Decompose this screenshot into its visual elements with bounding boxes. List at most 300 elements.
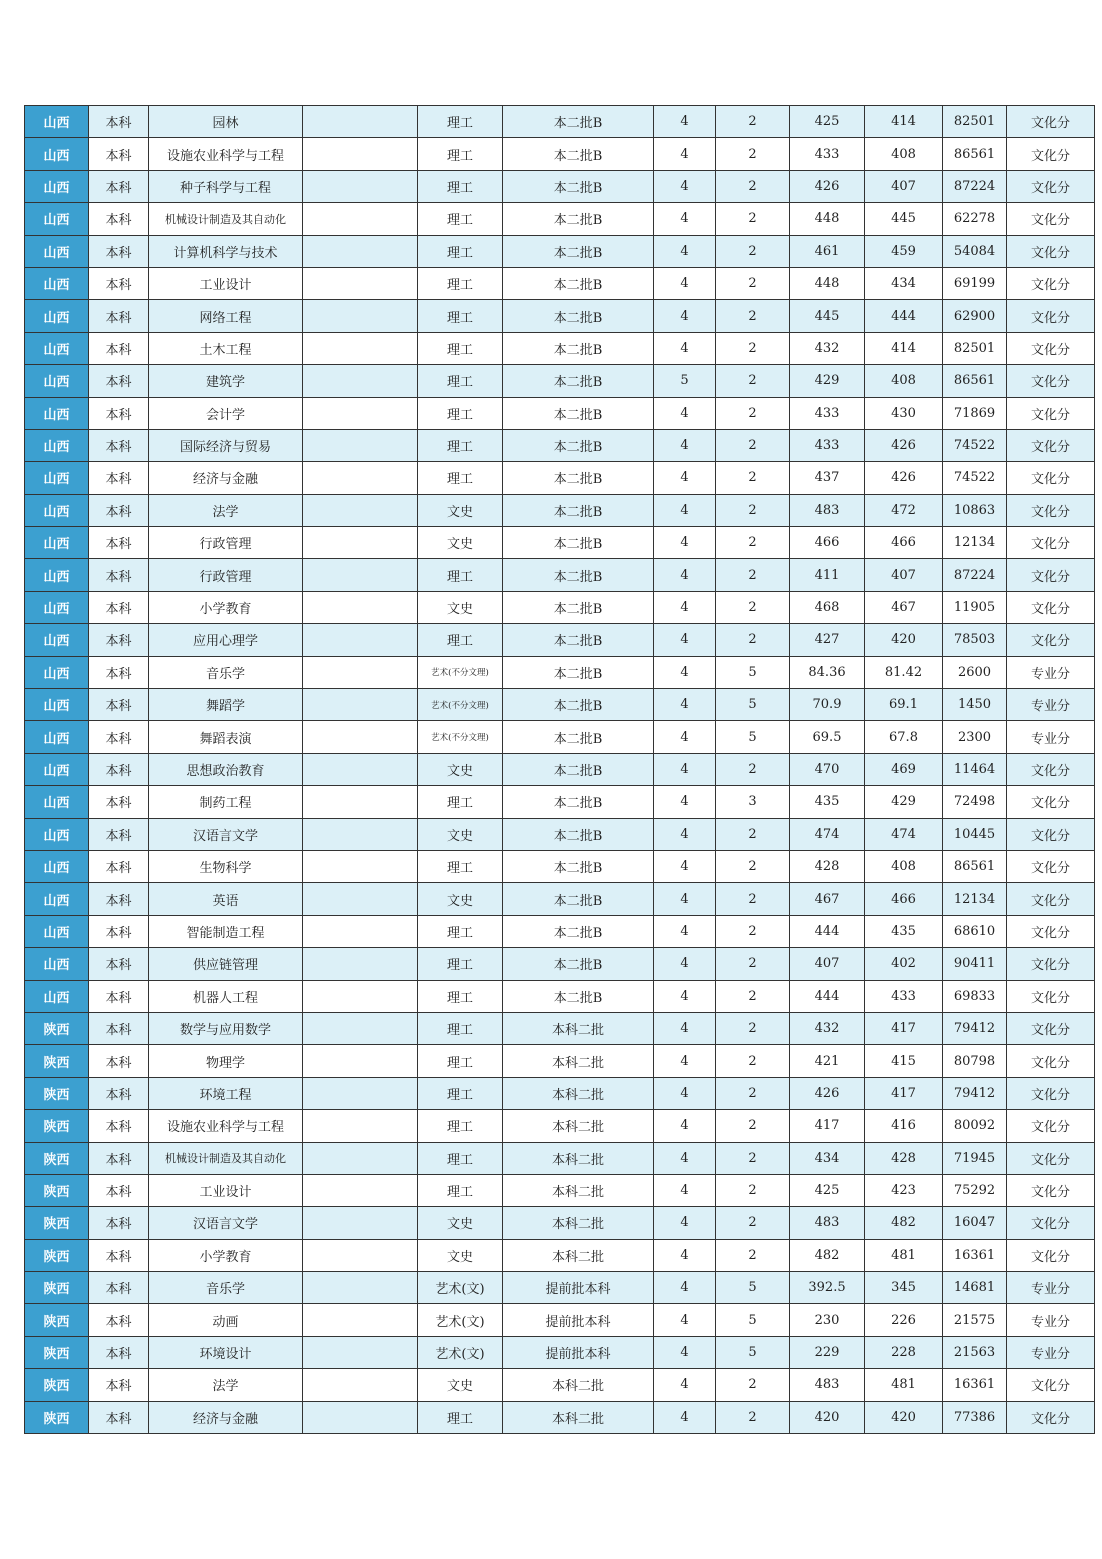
table-row <box>25 1239 1095 1271</box>
table-row <box>25 397 1095 429</box>
rank-cell: 77386 <box>943 1401 1007 1433</box>
duration-cell: 4 <box>654 818 716 850</box>
note-cell <box>303 332 418 364</box>
min-score-cell: 226 <box>865 1304 943 1336</box>
note-cell <box>303 1272 418 1304</box>
note-cell <box>303 1110 418 1142</box>
max-score-cell: 445 <box>790 300 865 332</box>
major-cell: 机械设计制造及其自动化 <box>149 203 303 235</box>
duration-cell: 4 <box>654 786 716 818</box>
table-row <box>25 138 1095 170</box>
category-cell: 理工 <box>418 786 503 818</box>
duration-cell: 4 <box>654 1174 716 1206</box>
table-row <box>25 429 1095 461</box>
min-score-cell: 444 <box>865 300 943 332</box>
duration-cell: 4 <box>654 106 716 138</box>
level-cell: 本科 <box>89 883 149 915</box>
rank-cell: 2300 <box>943 721 1007 753</box>
category-cell: 文史 <box>418 1369 503 1401</box>
table-row <box>25 1077 1095 1109</box>
province-cell: 山西 <box>25 170 89 202</box>
rank-cell: 1450 <box>943 689 1007 721</box>
table-row <box>25 332 1095 364</box>
score-type-cell: 文化分 <box>1007 397 1095 429</box>
major-cell: 小学教育 <box>149 591 303 623</box>
count-cell: 2 <box>716 170 790 202</box>
table-row <box>25 106 1095 138</box>
max-score-cell: 444 <box>790 915 865 947</box>
note-cell <box>303 1142 418 1174</box>
batch-cell: 本科二批 <box>503 1077 654 1109</box>
score-type-cell: 文化分 <box>1007 235 1095 267</box>
province-cell: 山西 <box>25 429 89 461</box>
min-score-cell: 345 <box>865 1272 943 1304</box>
province-cell: 山西 <box>25 818 89 850</box>
table-row <box>25 1045 1095 1077</box>
count-cell: 2 <box>716 1369 790 1401</box>
category-cell: 艺术(不分文理) <box>418 721 503 753</box>
note-cell <box>303 1174 418 1206</box>
duration-cell: 4 <box>654 1369 716 1401</box>
count-cell: 2 <box>716 1174 790 1206</box>
province-cell: 山西 <box>25 721 89 753</box>
rank-cell: 68610 <box>943 915 1007 947</box>
major-cell: 工业设计 <box>149 1174 303 1206</box>
rank-cell: 69199 <box>943 267 1007 299</box>
major-cell: 环境工程 <box>149 1077 303 1109</box>
major-cell: 园林 <box>149 106 303 138</box>
province-cell: 山西 <box>25 300 89 332</box>
major-cell: 应用心理学 <box>149 624 303 656</box>
level-cell: 本科 <box>89 138 149 170</box>
level-cell: 本科 <box>89 1207 149 1239</box>
category-cell: 理工 <box>418 1401 503 1433</box>
note-cell <box>303 689 418 721</box>
category-cell: 理工 <box>418 365 503 397</box>
table-row <box>25 1369 1095 1401</box>
count-cell: 2 <box>716 106 790 138</box>
province-cell: 山西 <box>25 689 89 721</box>
max-score-cell: 444 <box>790 980 865 1012</box>
duration-cell: 4 <box>654 203 716 235</box>
duration-cell: 4 <box>654 915 716 947</box>
category-cell: 理工 <box>418 980 503 1012</box>
table-row <box>25 948 1095 980</box>
batch-cell: 本二批B <box>503 915 654 947</box>
rank-cell: 72498 <box>943 786 1007 818</box>
max-score-cell: 483 <box>790 494 865 526</box>
category-cell: 理工 <box>418 1045 503 1077</box>
rank-cell: 80092 <box>943 1110 1007 1142</box>
max-score-cell: 392.5 <box>790 1272 865 1304</box>
count-cell: 2 <box>716 559 790 591</box>
rank-cell: 12134 <box>943 527 1007 559</box>
level-cell: 本科 <box>89 1272 149 1304</box>
level-cell: 本科 <box>89 915 149 947</box>
category-cell: 理工 <box>418 170 503 202</box>
note-cell <box>303 1239 418 1271</box>
category-cell: 理工 <box>418 462 503 494</box>
score-type-cell: 文化分 <box>1007 1174 1095 1206</box>
level-cell: 本科 <box>89 1304 149 1336</box>
count-cell: 2 <box>716 883 790 915</box>
count-cell: 2 <box>716 818 790 850</box>
category-cell: 理工 <box>418 138 503 170</box>
rank-cell: 82501 <box>943 332 1007 364</box>
duration-cell: 4 <box>654 850 716 882</box>
table-row <box>25 980 1095 1012</box>
note-cell <box>303 365 418 397</box>
duration-cell: 4 <box>654 980 716 1012</box>
table-row <box>25 235 1095 267</box>
note-cell <box>303 591 418 623</box>
major-cell: 行政管理 <box>149 559 303 591</box>
level-cell: 本科 <box>89 170 149 202</box>
duration-cell: 4 <box>654 462 716 494</box>
duration-cell: 4 <box>654 559 716 591</box>
count-cell: 2 <box>716 138 790 170</box>
category-cell: 理工 <box>418 559 503 591</box>
min-score-cell: 228 <box>865 1336 943 1368</box>
major-cell: 环境设计 <box>149 1336 303 1368</box>
table-row <box>25 300 1095 332</box>
note-cell <box>303 1336 418 1368</box>
category-cell: 文史 <box>418 753 503 785</box>
province-cell: 山西 <box>25 365 89 397</box>
count-cell: 2 <box>716 267 790 299</box>
min-score-cell: 469 <box>865 753 943 785</box>
note-cell <box>303 883 418 915</box>
score-type-cell: 文化分 <box>1007 786 1095 818</box>
max-score-cell: 432 <box>790 1012 865 1044</box>
score-type-cell: 文化分 <box>1007 1207 1095 1239</box>
major-cell: 音乐学 <box>149 656 303 688</box>
count-cell: 2 <box>716 591 790 623</box>
max-score-cell: 230 <box>790 1304 865 1336</box>
province-cell: 陕西 <box>25 1304 89 1336</box>
batch-cell: 本二批B <box>503 591 654 623</box>
score-type-cell: 文化分 <box>1007 1045 1095 1077</box>
level-cell: 本科 <box>89 1174 149 1206</box>
level-cell: 本科 <box>89 203 149 235</box>
count-cell: 2 <box>716 624 790 656</box>
category-cell: 文史 <box>418 591 503 623</box>
province-cell: 山西 <box>25 786 89 818</box>
score-type-cell: 文化分 <box>1007 267 1095 299</box>
duration-cell: 4 <box>654 656 716 688</box>
max-score-cell: 433 <box>790 429 865 461</box>
level-cell: 本科 <box>89 591 149 623</box>
table-body <box>25 106 1095 1434</box>
level-cell: 本科 <box>89 429 149 461</box>
count-cell: 2 <box>716 1239 790 1271</box>
batch-cell: 本二批B <box>503 850 654 882</box>
admission-score-table <box>24 105 1095 1434</box>
count-cell: 2 <box>716 527 790 559</box>
max-score-cell: 433 <box>790 138 865 170</box>
major-cell: 工业设计 <box>149 267 303 299</box>
count-cell: 3 <box>716 786 790 818</box>
level-cell: 本科 <box>89 656 149 688</box>
count-cell: 2 <box>716 980 790 1012</box>
category-cell: 理工 <box>418 1012 503 1044</box>
max-score-cell: 432 <box>790 332 865 364</box>
note-cell <box>303 818 418 850</box>
max-score-cell: 425 <box>790 106 865 138</box>
count-cell: 2 <box>716 915 790 947</box>
major-cell: 土木工程 <box>149 332 303 364</box>
batch-cell: 本二批B <box>503 818 654 850</box>
batch-cell: 本二批B <box>503 559 654 591</box>
duration-cell: 4 <box>654 138 716 170</box>
max-score-cell: 433 <box>790 397 865 429</box>
rank-cell: 82501 <box>943 106 1007 138</box>
batch-cell: 本二批B <box>503 753 654 785</box>
level-cell: 本科 <box>89 1142 149 1174</box>
category-cell: 理工 <box>418 850 503 882</box>
category-cell: 艺术(文) <box>418 1272 503 1304</box>
table-row <box>25 1304 1095 1336</box>
major-cell: 动画 <box>149 1304 303 1336</box>
count-cell: 5 <box>716 1272 790 1304</box>
batch-cell: 本二批B <box>503 267 654 299</box>
duration-cell: 4 <box>654 170 716 202</box>
duration-cell: 4 <box>654 300 716 332</box>
rank-cell: 86561 <box>943 365 1007 397</box>
rank-cell: 87224 <box>943 559 1007 591</box>
province-cell: 山西 <box>25 267 89 299</box>
table-row <box>25 1207 1095 1239</box>
min-score-cell: 466 <box>865 883 943 915</box>
table-row <box>25 1012 1095 1044</box>
max-score-cell: 470 <box>790 753 865 785</box>
duration-cell: 4 <box>654 689 716 721</box>
note-cell <box>303 850 418 882</box>
note-cell <box>303 462 418 494</box>
count-cell: 2 <box>716 203 790 235</box>
major-cell: 汉语言文学 <box>149 818 303 850</box>
batch-cell: 本科二批 <box>503 1174 654 1206</box>
max-score-cell: 425 <box>790 1174 865 1206</box>
count-cell: 5 <box>716 721 790 753</box>
batch-cell: 本二批B <box>503 332 654 364</box>
min-score-cell: 459 <box>865 235 943 267</box>
rank-cell: 71869 <box>943 397 1007 429</box>
note-cell <box>303 106 418 138</box>
province-cell: 山西 <box>25 527 89 559</box>
table-row <box>25 203 1095 235</box>
duration-cell: 4 <box>654 267 716 299</box>
major-cell: 数学与应用数学 <box>149 1012 303 1044</box>
major-cell: 机器人工程 <box>149 980 303 1012</box>
province-cell: 山西 <box>25 948 89 980</box>
table-row <box>25 170 1095 202</box>
level-cell: 本科 <box>89 1401 149 1433</box>
note-cell <box>303 753 418 785</box>
min-score-cell: 420 <box>865 624 943 656</box>
major-cell: 设施农业科学与工程 <box>149 138 303 170</box>
min-score-cell: 420 <box>865 1401 943 1433</box>
min-score-cell: 428 <box>865 1142 943 1174</box>
duration-cell: 4 <box>654 591 716 623</box>
batch-cell: 本科二批 <box>503 1142 654 1174</box>
min-score-cell: 426 <box>865 429 943 461</box>
score-type-cell: 文化分 <box>1007 332 1095 364</box>
province-cell: 山西 <box>25 753 89 785</box>
min-score-cell: 402 <box>865 948 943 980</box>
major-cell: 舞蹈表演 <box>149 721 303 753</box>
max-score-cell: 437 <box>790 462 865 494</box>
note-cell <box>303 1369 418 1401</box>
rank-cell: 69833 <box>943 980 1007 1012</box>
major-cell: 计算机科学与技术 <box>149 235 303 267</box>
level-cell: 本科 <box>89 1045 149 1077</box>
category-cell: 理工 <box>418 429 503 461</box>
level-cell: 本科 <box>89 1110 149 1142</box>
batch-cell: 本二批B <box>503 948 654 980</box>
table-row <box>25 624 1095 656</box>
max-score-cell: 427 <box>790 624 865 656</box>
category-cell: 文史 <box>418 818 503 850</box>
category-cell: 理工 <box>418 915 503 947</box>
min-score-cell: 416 <box>865 1110 943 1142</box>
category-cell: 文史 <box>418 883 503 915</box>
count-cell: 2 <box>716 494 790 526</box>
note-cell <box>303 1012 418 1044</box>
duration-cell: 4 <box>654 1336 716 1368</box>
level-cell: 本科 <box>89 1239 149 1271</box>
batch-cell: 本二批B <box>503 300 654 332</box>
batch-cell: 本科二批 <box>503 1207 654 1239</box>
category-cell: 文史 <box>418 1239 503 1271</box>
score-type-cell: 文化分 <box>1007 1239 1095 1271</box>
min-score-cell: 426 <box>865 462 943 494</box>
major-cell: 法学 <box>149 494 303 526</box>
level-cell: 本科 <box>89 753 149 785</box>
score-type-cell: 专业分 <box>1007 656 1095 688</box>
score-type-cell: 文化分 <box>1007 1142 1095 1174</box>
rank-cell: 62900 <box>943 300 1007 332</box>
count-cell: 2 <box>716 1207 790 1239</box>
min-score-cell: 414 <box>865 106 943 138</box>
max-score-cell: 434 <box>790 1142 865 1174</box>
table-row <box>25 786 1095 818</box>
max-score-cell: 417 <box>790 1110 865 1142</box>
major-cell: 汉语言文学 <box>149 1207 303 1239</box>
max-score-cell: 229 <box>790 1336 865 1368</box>
rank-cell: 14681 <box>943 1272 1007 1304</box>
min-score-cell: 467 <box>865 591 943 623</box>
category-cell: 理工 <box>418 106 503 138</box>
duration-cell: 5 <box>654 365 716 397</box>
category-cell: 艺术(文) <box>418 1304 503 1336</box>
rank-cell: 21563 <box>943 1336 1007 1368</box>
duration-cell: 4 <box>654 948 716 980</box>
max-score-cell: 435 <box>790 786 865 818</box>
note-cell <box>303 786 418 818</box>
level-cell: 本科 <box>89 267 149 299</box>
province-cell: 山西 <box>25 462 89 494</box>
duration-cell: 4 <box>654 1239 716 1271</box>
count-cell: 2 <box>716 397 790 429</box>
province-cell: 陕西 <box>25 1401 89 1433</box>
rank-cell: 79412 <box>943 1077 1007 1109</box>
max-score-cell: 69.5 <box>790 721 865 753</box>
score-type-cell: 文化分 <box>1007 365 1095 397</box>
category-cell: 理工 <box>418 332 503 364</box>
major-cell: 生物科学 <box>149 850 303 882</box>
min-score-cell: 423 <box>865 1174 943 1206</box>
batch-cell: 本二批B <box>503 494 654 526</box>
province-cell: 陕西 <box>25 1336 89 1368</box>
duration-cell: 4 <box>654 494 716 526</box>
note-cell <box>303 170 418 202</box>
major-cell: 经济与金融 <box>149 1401 303 1433</box>
category-cell: 文史 <box>418 1207 503 1239</box>
table-row <box>25 850 1095 882</box>
batch-cell: 本二批B <box>503 883 654 915</box>
note-cell <box>303 624 418 656</box>
level-cell: 本科 <box>89 1077 149 1109</box>
rank-cell: 90411 <box>943 948 1007 980</box>
batch-cell: 本二批B <box>503 980 654 1012</box>
duration-cell: 4 <box>654 1142 716 1174</box>
note-cell <box>303 1207 418 1239</box>
min-score-cell: 407 <box>865 170 943 202</box>
major-cell: 思想政治教育 <box>149 753 303 785</box>
major-cell: 音乐学 <box>149 1272 303 1304</box>
score-type-cell: 文化分 <box>1007 591 1095 623</box>
rank-cell: 16047 <box>943 1207 1007 1239</box>
count-cell: 5 <box>716 1336 790 1368</box>
note-cell <box>303 397 418 429</box>
min-score-cell: 474 <box>865 818 943 850</box>
score-type-cell: 文化分 <box>1007 980 1095 1012</box>
score-type-cell: 专业分 <box>1007 1304 1095 1336</box>
max-score-cell: 461 <box>790 235 865 267</box>
province-cell: 陕西 <box>25 1207 89 1239</box>
batch-cell: 本二批B <box>503 721 654 753</box>
min-score-cell: 69.1 <box>865 689 943 721</box>
min-score-cell: 430 <box>865 397 943 429</box>
duration-cell: 4 <box>654 1012 716 1044</box>
min-score-cell: 407 <box>865 559 943 591</box>
max-score-cell: 411 <box>790 559 865 591</box>
duration-cell: 4 <box>654 624 716 656</box>
duration-cell: 4 <box>654 1207 716 1239</box>
major-cell: 舞蹈学 <box>149 689 303 721</box>
category-cell: 理工 <box>418 1142 503 1174</box>
count-cell: 2 <box>716 753 790 785</box>
rank-cell: 54084 <box>943 235 1007 267</box>
table-row <box>25 1401 1095 1433</box>
province-cell: 陕西 <box>25 1012 89 1044</box>
note-cell <box>303 138 418 170</box>
max-score-cell: 426 <box>790 170 865 202</box>
rank-cell: 78503 <box>943 624 1007 656</box>
count-cell: 2 <box>716 300 790 332</box>
province-cell: 陕西 <box>25 1142 89 1174</box>
score-type-cell: 文化分 <box>1007 462 1095 494</box>
level-cell: 本科 <box>89 1012 149 1044</box>
max-score-cell: 421 <box>790 1045 865 1077</box>
table-row <box>25 656 1095 688</box>
count-cell: 2 <box>716 1401 790 1433</box>
min-score-cell: 429 <box>865 786 943 818</box>
category-cell: 理工 <box>418 397 503 429</box>
score-type-cell: 文化分 <box>1007 170 1095 202</box>
note-cell <box>303 980 418 1012</box>
